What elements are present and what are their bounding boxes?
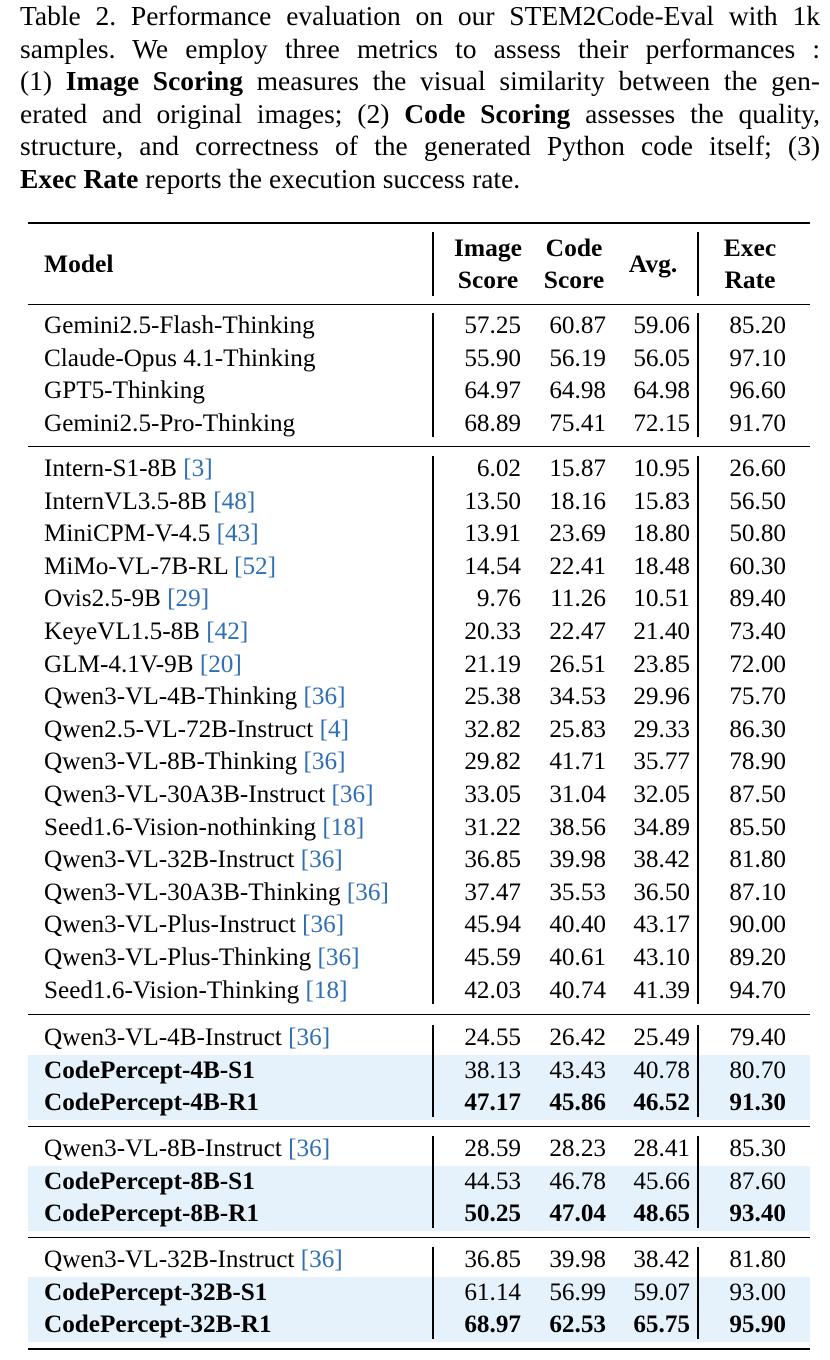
avg-score-cell: 15.83 <box>633 487 690 515</box>
model-name <box>44 583 209 616</box>
image-score-cell: 64.97 <box>464 377 521 405</box>
exec-rate-cell: 87.50 <box>729 781 786 808</box>
citation-link[interactable]: [36] <box>331 781 374 808</box>
exec-rate-cell: 81.80 <box>729 1246 786 1273</box>
model-name-text: Qwen3-VL-32B-Instruct <box>44 846 301 874</box>
exec-rate-cell: 89.20 <box>729 944 786 971</box>
model-name <box>44 375 205 408</box>
col-divider <box>432 1136 434 1228</box>
citation-link[interactable]: [43] <box>216 520 259 548</box>
citation-link[interactable]: [36] <box>317 944 360 971</box>
avg-score-cell: 59.07 <box>633 1278 690 1306</box>
code-score-cell: 38.56 <box>549 813 606 841</box>
code-score-cell: 26.42 <box>549 1024 606 1051</box>
caption-text: assesses the quality, <box>570 97 820 129</box>
caption-term-image-scoring: Image Scoring <box>65 65 243 97</box>
avg-score-cell: 18.48 <box>633 552 690 580</box>
avg-score-cell: 64.98 <box>633 377 690 405</box>
avg-score-cell: 48.65 <box>633 1200 690 1228</box>
image-score-cell: 50.25 <box>464 1200 521 1228</box>
citation-link[interactable]: [48] <box>213 487 256 515</box>
table-row <box>28 909 810 942</box>
code-score-cell: 40.74 <box>549 976 606 1004</box>
model-name <box>44 1277 267 1310</box>
image-score-cell: 68.97 <box>464 1311 521 1339</box>
col-divider <box>697 456 699 1004</box>
avg-score-cell: 18.80 <box>633 520 690 548</box>
table-bottom-rule <box>28 1348 810 1350</box>
avg-score-cell: 38.42 <box>633 846 690 874</box>
caption-text: measures the visual similarity between the gen- <box>242 65 820 97</box>
model-name-text: Seed1.6-Vision-nothinking <box>44 813 323 841</box>
table-row <box>28 1022 810 1055</box>
group-rule-4 <box>28 1237 810 1238</box>
image-score-cell: 24.55 <box>464 1024 521 1051</box>
avg-score-cell: 34.89 <box>633 813 690 841</box>
header-exec-rate <box>710 232 790 295</box>
model-name <box>44 746 346 779</box>
code-score-cell: 15.87 <box>549 455 606 482</box>
code-score-cell: 40.61 <box>549 944 606 971</box>
model-name <box>44 1244 343 1277</box>
code-score-cell: 39.98 <box>549 846 606 874</box>
header-code-score-line1: Code <box>545 233 603 262</box>
model-name-text: GPT5-Thinking <box>44 377 205 405</box>
group-rule-3 <box>28 1126 810 1127</box>
model-name-text: Gemini2.5-Pro-Thinking <box>44 409 296 437</box>
table-row <box>28 1166 810 1199</box>
avg-score-cell: 29.33 <box>633 715 690 743</box>
col-divider <box>697 1136 699 1228</box>
header-image-score <box>448 232 528 295</box>
table-row <box>28 1198 810 1231</box>
exec-rate-cell: 95.90 <box>729 1311 786 1339</box>
header-rule <box>28 304 810 305</box>
code-score-cell: 56.19 <box>549 344 606 372</box>
table-row <box>28 649 810 682</box>
exec-rate-cell: 26.60 <box>729 455 786 482</box>
table-row <box>28 616 810 649</box>
caption-text: erated and original images; (2) <box>20 97 405 129</box>
model-name <box>44 486 255 519</box>
model-name-text: Intern-S1-8B <box>44 455 184 482</box>
code-score-cell: 56.99 <box>549 1278 606 1306</box>
image-score-cell: 33.05 <box>464 781 521 808</box>
table-caption <box>20 0 820 196</box>
exec-rate-cell: 90.00 <box>729 911 786 939</box>
citation-link[interactable]: [52] <box>234 552 277 580</box>
model-name <box>44 1022 330 1055</box>
code-score-cell: 47.04 <box>549 1200 606 1228</box>
citation-link[interactable]: [29] <box>167 585 210 613</box>
exec-rate-cell: 73.40 <box>729 618 786 645</box>
exec-rate-cell: 96.60 <box>729 377 786 405</box>
header-model: Model <box>44 249 114 278</box>
exec-rate-cell: 89.40 <box>729 585 786 613</box>
avg-score-cell: 59.06 <box>633 312 690 339</box>
exec-rate-cell: 93.40 <box>729 1200 786 1228</box>
model-name-text: CodePercept-32B-R1 <box>44 1311 272 1339</box>
exec-rate-cell: 60.30 <box>729 552 786 580</box>
header-code-score <box>534 232 614 295</box>
citation-link[interactable]: [36] <box>303 683 346 711</box>
exec-rate-cell: 86.30 <box>729 715 786 743</box>
exec-rate-cell: 79.40 <box>729 1024 786 1051</box>
model-name-text: Qwen3-VL-8B-Thinking <box>44 748 304 776</box>
avg-score-cell: 28.41 <box>633 1135 690 1162</box>
col-divider <box>432 313 434 437</box>
header-exec-line2: Rate <box>724 264 776 294</box>
col-divider <box>432 232 434 296</box>
code-score-cell: 23.69 <box>549 520 606 548</box>
group-rule-1 <box>28 446 810 447</box>
avg-score-cell: 46.52 <box>633 1089 690 1117</box>
exec-rate-cell: 78.90 <box>729 748 786 776</box>
exec-rate-cell: 85.30 <box>729 1135 786 1162</box>
caption-line-3 <box>20 65 820 98</box>
col-divider <box>697 1247 699 1339</box>
image-score-cell: 32.82 <box>464 715 521 743</box>
model-name-text: Qwen3-VL-4B-Instruct <box>44 1024 289 1051</box>
citation-link[interactable]: [36] <box>303 748 346 776</box>
avg-score-cell: 41.39 <box>633 976 690 1004</box>
image-score-cell: 37.47 <box>464 878 521 906</box>
table-row <box>28 551 810 584</box>
model-name-text: Qwen3-VL-4B-Thinking <box>44 683 304 711</box>
code-score-cell: 43.43 <box>549 1056 606 1084</box>
code-score-cell: 28.23 <box>549 1135 606 1162</box>
table-row <box>28 583 810 616</box>
table-row <box>28 1133 810 1166</box>
image-score-cell: 20.33 <box>464 618 521 645</box>
model-name <box>44 714 349 747</box>
table-row <box>28 1309 810 1342</box>
image-score-cell: 36.85 <box>464 1246 521 1273</box>
avg-score-cell: 10.51 <box>633 585 690 613</box>
model-name <box>44 649 242 682</box>
code-score-cell: 41.71 <box>549 748 606 776</box>
citation-link[interactable]: [42] <box>206 618 249 645</box>
citation-link[interactable]: [36] <box>300 1246 343 1273</box>
avg-score-cell: 29.96 <box>633 683 690 711</box>
exec-rate-cell: 56.50 <box>729 487 786 515</box>
code-score-cell: 18.16 <box>549 487 606 515</box>
image-score-cell: 55.90 <box>464 344 521 372</box>
image-score-cell: 45.59 <box>464 944 521 971</box>
model-name <box>44 343 315 376</box>
avg-score-cell: 65.75 <box>633 1311 690 1339</box>
image-score-cell: 45.94 <box>464 911 521 939</box>
model-name-text: Qwen3-VL-30A3B-Thinking <box>44 878 347 906</box>
image-score-cell: 57.25 <box>464 312 521 339</box>
avg-score-cell: 21.40 <box>633 618 690 645</box>
header-avg: Avg. <box>628 249 678 278</box>
image-score-cell: 36.85 <box>464 846 521 874</box>
code-score-cell: 35.53 <box>549 878 606 906</box>
model-name <box>44 1133 330 1166</box>
table-row <box>28 1055 810 1088</box>
col-divider <box>432 1025 434 1117</box>
table-row <box>28 408 810 441</box>
model-name-text: Qwen3-VL-Plus-Thinking <box>44 944 318 971</box>
header-image-score-line2: Score <box>457 264 519 294</box>
avg-score-cell: 35.77 <box>633 748 690 776</box>
model-name-text: Qwen3-VL-Plus-Instruct <box>44 911 303 939</box>
code-score-cell: 62.53 <box>549 1311 606 1339</box>
model-name-text: MiniCPM-V-4.5 <box>44 520 217 548</box>
code-score-cell: 64.98 <box>549 377 606 405</box>
image-score-cell: 44.53 <box>464 1167 521 1195</box>
model-name-text: GLM-4.1V-9B <box>44 650 200 678</box>
model-name-text: InternVL3.5-8B <box>44 487 214 515</box>
model-name-text: Gemini2.5-Flash-Thinking <box>44 312 315 339</box>
model-name <box>44 1309 272 1342</box>
model-name <box>44 942 360 975</box>
code-score-cell: 26.51 <box>549 650 606 678</box>
avg-score-cell: 10.95 <box>633 455 690 482</box>
citation-link[interactable]: [18] <box>322 813 365 841</box>
exec-rate-cell: 81.80 <box>729 846 786 874</box>
code-score-cell: 25.83 <box>549 715 606 743</box>
exec-rate-cell: 87.10 <box>729 878 786 906</box>
citation-link[interactable]: [36] <box>300 846 343 874</box>
model-name <box>44 877 389 910</box>
citation-link[interactable]: [36] <box>346 878 389 906</box>
avg-score-cell: 32.05 <box>633 781 690 808</box>
model-name <box>44 1166 255 1199</box>
model-name <box>44 909 344 942</box>
caption-line-4 <box>20 98 820 131</box>
image-score-cell: 13.91 <box>464 520 521 548</box>
caption-text: reports the execution success rate. <box>138 162 521 194</box>
table-top-rule <box>28 222 810 224</box>
code-score-cell: 22.41 <box>549 552 606 580</box>
caption-term-exec-rate: Exec Rate <box>20 162 139 194</box>
citation-link[interactable]: [3] <box>183 455 213 482</box>
image-score-cell: 47.17 <box>464 1089 521 1117</box>
image-score-cell: 29.82 <box>464 748 521 776</box>
model-name <box>44 779 373 812</box>
table-row <box>28 1244 810 1277</box>
avg-score-cell: 36.50 <box>633 878 690 906</box>
exec-rate-cell: 85.50 <box>729 813 786 841</box>
citation-link[interactable]: [18] <box>305 976 348 1004</box>
table-row <box>28 1087 810 1120</box>
model-name <box>44 975 348 1008</box>
citation-link[interactable]: [36] <box>302 911 345 939</box>
exec-rate-cell: 94.70 <box>729 976 786 1004</box>
image-score-cell: 13.50 <box>464 487 521 515</box>
model-name <box>44 1055 255 1088</box>
exec-rate-cell: 97.10 <box>729 344 786 372</box>
table-row <box>28 681 810 714</box>
model-name-text: Qwen3-VL-8B-Instruct <box>44 1135 289 1162</box>
code-score-cell: 31.04 <box>549 781 606 808</box>
image-score-cell: 9.76 <box>476 585 521 613</box>
avg-score-cell: 56.05 <box>633 344 690 372</box>
avg-score-cell: 72.15 <box>633 409 690 437</box>
avg-score-cell: 43.17 <box>633 911 690 939</box>
model-name-text: CodePercept-8B-S1 <box>44 1167 255 1195</box>
model-name <box>44 1087 259 1120</box>
model-name <box>44 453 213 486</box>
table-row <box>28 714 810 747</box>
table-row <box>28 310 810 343</box>
exec-rate-cell: 75.70 <box>729 683 786 711</box>
avg-score-cell: 40.78 <box>633 1056 690 1084</box>
table-row <box>28 844 810 877</box>
code-score-cell: 39.98 <box>549 1246 606 1273</box>
code-score-cell: 45.86 <box>549 1089 606 1117</box>
header-code-score-line2: Score <box>543 264 605 294</box>
image-score-cell: 6.02 <box>476 455 521 482</box>
model-name-text: Qwen2.5-VL-72B-Instruct <box>44 715 320 743</box>
image-score-cell: 28.59 <box>464 1135 521 1162</box>
exec-rate-cell: 50.80 <box>729 520 786 548</box>
header-exec-line1: Exec <box>723 233 777 262</box>
exec-rate-cell: 91.70 <box>729 409 786 437</box>
model-name <box>44 408 295 441</box>
code-score-cell: 22.47 <box>549 618 606 645</box>
citation-link[interactable]: [36] <box>288 1135 331 1162</box>
model-name-text: CodePercept-8B-R1 <box>44 1200 259 1228</box>
model-name <box>44 1198 259 1231</box>
avg-score-cell: 25.49 <box>633 1024 690 1051</box>
citation-link[interactable]: [36] <box>288 1024 331 1051</box>
image-score-cell: 68.89 <box>464 409 521 437</box>
col-divider <box>697 1025 699 1117</box>
caption-term-code-scoring: Code Scoring <box>404 97 571 129</box>
avg-score-cell: 23.85 <box>633 650 690 678</box>
code-score-cell: 40.40 <box>549 911 606 939</box>
model-name <box>44 616 248 649</box>
image-score-cell: 31.22 <box>464 813 521 841</box>
model-name-text: Seed1.6-Vision-Thinking <box>44 976 306 1004</box>
citation-link[interactable]: [4] <box>319 715 349 743</box>
avg-score-cell: 43.10 <box>633 944 690 971</box>
image-score-cell: 61.14 <box>464 1278 521 1306</box>
image-score-cell: 14.54 <box>464 552 521 580</box>
table-row <box>28 375 810 408</box>
model-name-text: CodePercept-32B-S1 <box>44 1278 268 1306</box>
model-name-text: CodePercept-4B-S1 <box>44 1056 255 1084</box>
col-divider <box>432 456 434 1004</box>
avg-score-cell: 45.66 <box>633 1167 690 1195</box>
table-row <box>28 877 810 910</box>
table-row <box>28 486 810 519</box>
table-row <box>28 746 810 779</box>
model-name-text: KeyeVL1.5-8B <box>44 618 207 645</box>
code-score-cell: 60.87 <box>549 312 606 339</box>
table-row <box>28 942 810 975</box>
code-score-cell: 34.53 <box>549 683 606 711</box>
code-score-cell: 11.26 <box>550 585 606 613</box>
col-divider <box>697 313 699 437</box>
caption-text: (1) <box>20 65 66 97</box>
exec-rate-cell: 72.00 <box>729 650 786 678</box>
caption-line-2: samples. We employ three metrics to assess their performances : <box>20 32 820 64</box>
table-row <box>28 779 810 812</box>
caption-line-1: Table 2. Performance evaluation on our STEM2Code-Eval with 1k <box>20 0 820 31</box>
table-row <box>28 1277 810 1310</box>
image-score-cell: 38.13 <box>464 1056 521 1084</box>
table-row <box>28 975 810 1008</box>
model-name <box>44 812 364 845</box>
header-image-score-line1: Image <box>454 233 522 262</box>
model-name <box>44 518 259 551</box>
table-row <box>28 812 810 845</box>
group-rule-2 <box>28 1014 810 1015</box>
citation-link[interactable]: [20] <box>199 650 242 678</box>
model-name-text: MiMo-VL-7B-RL <box>44 552 235 580</box>
exec-rate-cell: 80.70 <box>729 1056 786 1084</box>
exec-rate-cell: 91.30 <box>729 1089 786 1117</box>
code-score-cell: 75.41 <box>549 409 606 437</box>
col-divider <box>697 232 699 296</box>
exec-rate-cell: 93.00 <box>729 1278 786 1306</box>
avg-score-cell: 38.42 <box>633 1246 690 1273</box>
table-row <box>28 518 810 551</box>
model-name <box>44 551 276 584</box>
model-name-text: Claude-Opus 4.1-Thinking <box>44 344 316 372</box>
image-score-cell: 25.38 <box>464 683 521 711</box>
table-row <box>28 453 810 486</box>
exec-rate-cell: 85.20 <box>729 312 786 339</box>
table-row <box>28 343 810 376</box>
exec-rate-cell: 87.60 <box>729 1167 786 1195</box>
caption-line-6 <box>20 163 820 196</box>
col-divider <box>432 1247 434 1339</box>
model-name-text: Ovis2.5-9B <box>44 585 168 613</box>
model-name-text: CodePercept-4B-R1 <box>44 1089 259 1117</box>
model-name-text: Qwen3-VL-32B-Instruct <box>44 1246 301 1273</box>
model-name <box>44 681 346 714</box>
model-name <box>44 844 343 877</box>
image-score-cell: 42.03 <box>464 976 521 1004</box>
model-name-text: Qwen3-VL-30A3B-Instruct <box>44 781 332 808</box>
code-score-cell: 46.78 <box>549 1167 606 1195</box>
caption-line-5: structure, and correctness of the generated Python code itself; (3) <box>20 130 820 162</box>
image-score-cell: 21.19 <box>464 650 521 678</box>
model-name <box>44 310 315 343</box>
